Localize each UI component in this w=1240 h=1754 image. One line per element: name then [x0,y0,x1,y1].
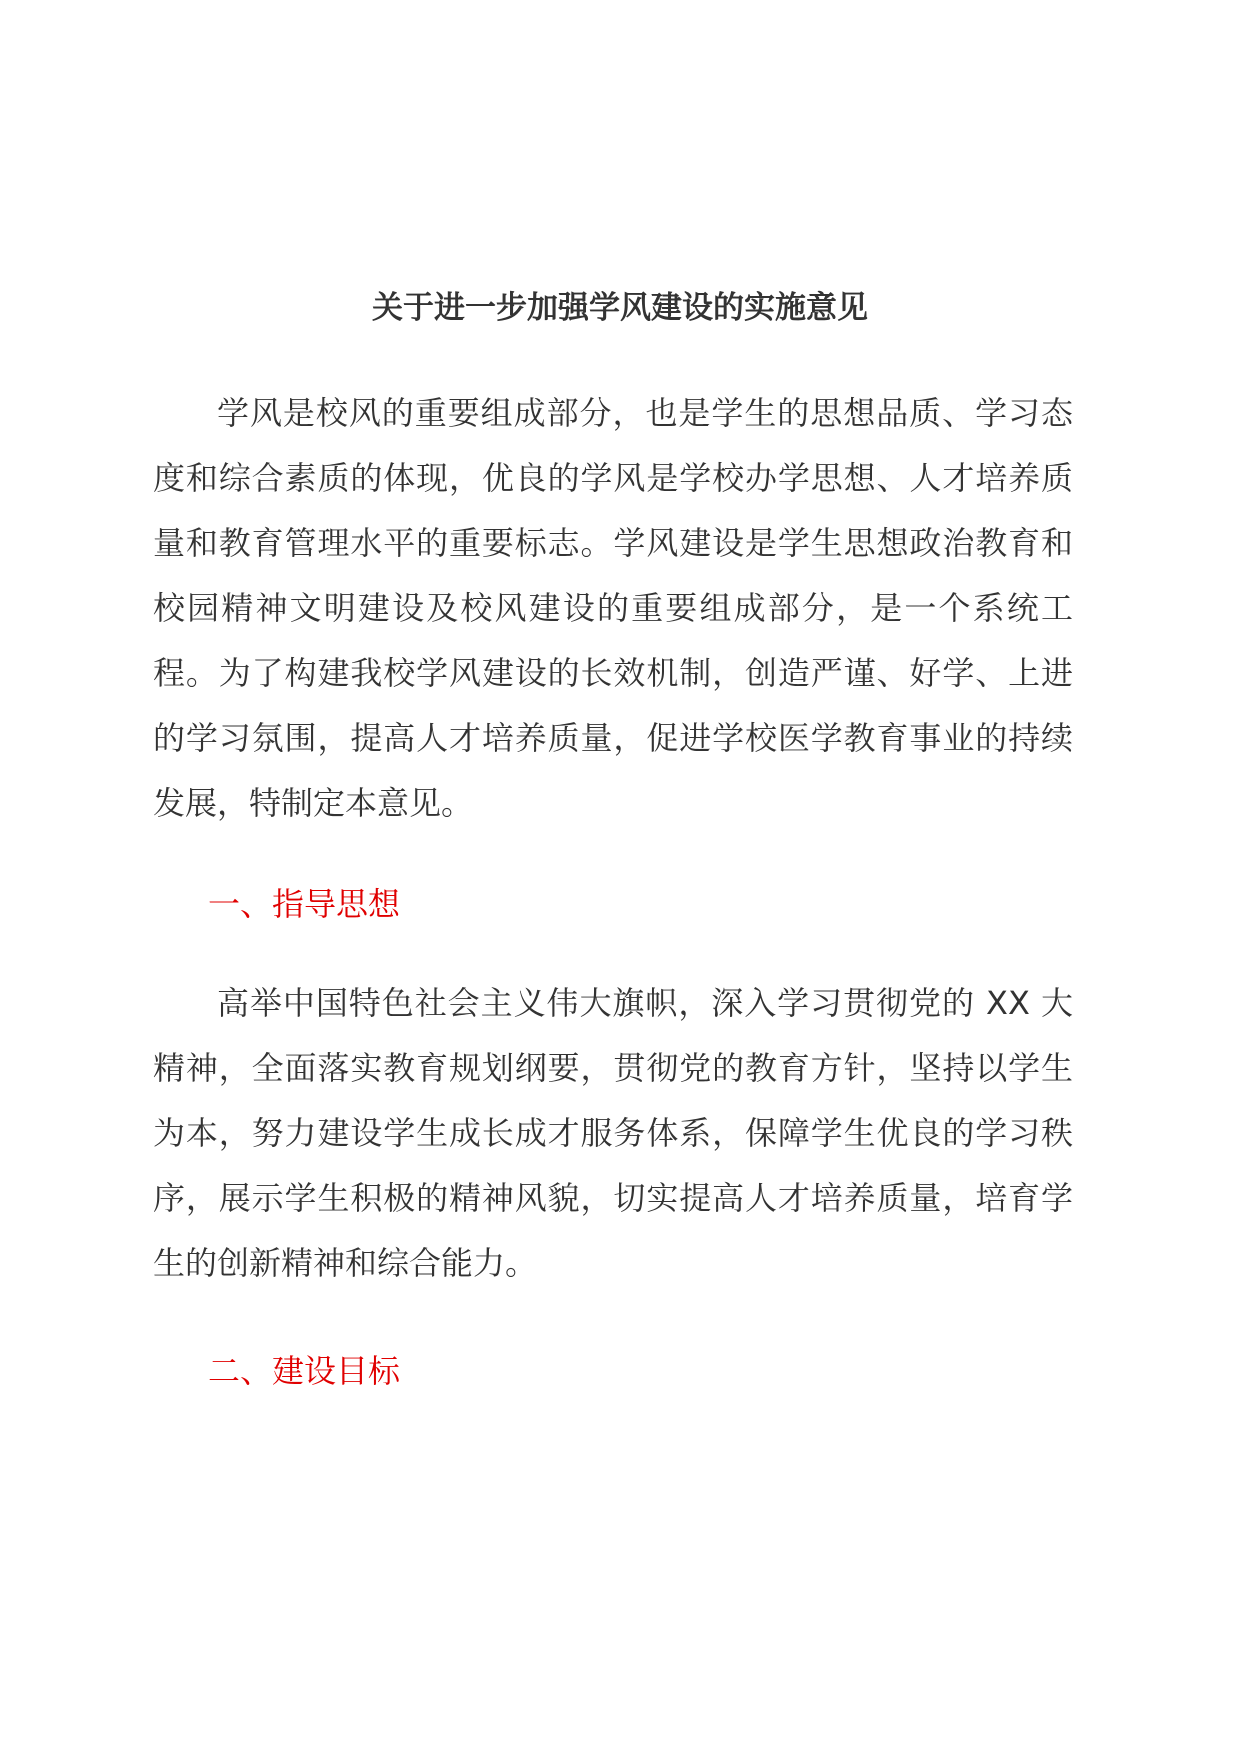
document-title: 关于进一步加强学风建设的实施意见 [372,290,868,326]
section-heading-guiding-ideology: 一、指导思想 [208,885,401,923]
section-body-guiding-ideology: 高举中国特色社会主义伟大旗帜，深入学习贯彻党的 XX 大精神，全面落实教育规划纲要，贯彻党的教育方针，坚持以学生为本，努力建设学生成长成才服务体系，保障学生优良的学习秩序，展示学生积极的精神风貌，切实提高人才培养质量，培育学生的创新精神和综合能力。 [153,984,1073,1282]
intro-paragraph: 学风是校风的重要组成部分，也是学生的思想品质、学习态度和综合素质的体现，优良的学风是学校办学思想、人才培养质量和教育管理水平的重要标志。学风建设是学生思想政治教育和校园精神文明建设及校风建设的重要组成部分，是一个系统工程。为了构建我校学风建设的长效机制，创造严谨、好学、上进的学习氛围，提高人才培养质量，促进学校医学教育事业的持续发展，特制定本意见。 [153,394,1073,822]
section-heading-construction-goals: 二、建设目标 [208,1352,401,1390]
